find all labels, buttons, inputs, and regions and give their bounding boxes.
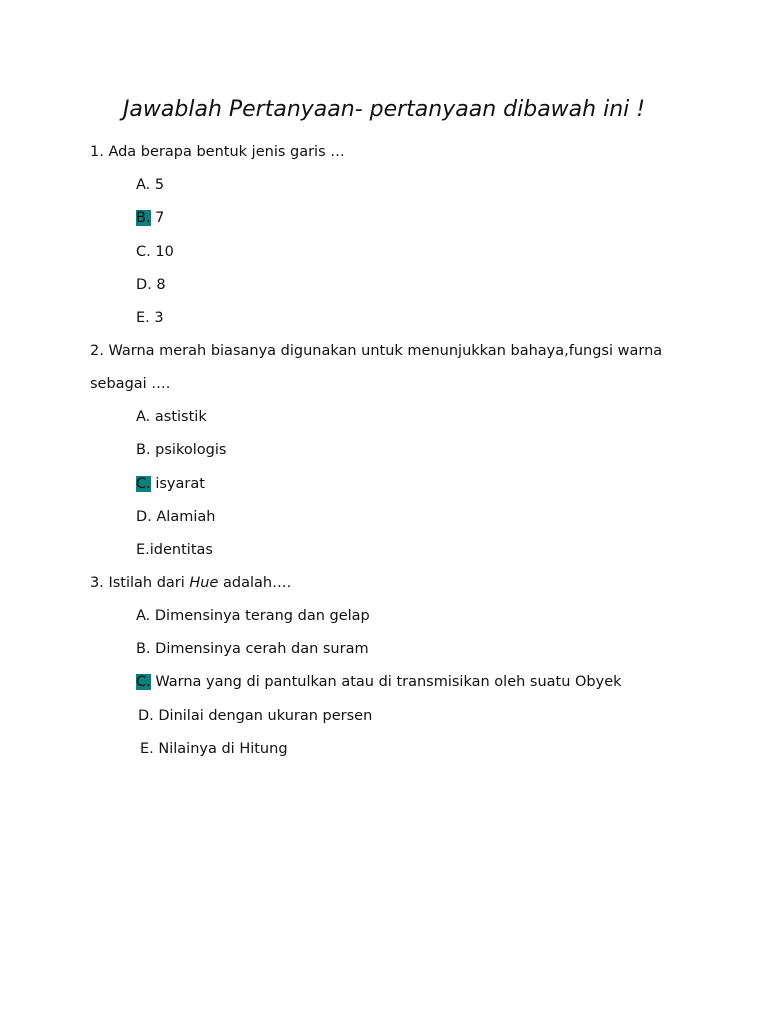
question-1-option-c: [136, 242, 174, 262]
question-2-option-c: [136, 474, 205, 494]
option-text: 3: [149, 310, 164, 326]
option-text: identitas: [149, 542, 213, 558]
question-3-option-b: [136, 639, 369, 659]
question-3-option-c: [136, 672, 622, 692]
option-letter: C.: [136, 244, 151, 260]
question-3-option-d: [138, 706, 372, 726]
option-text: Nilainya di Hitung: [153, 741, 288, 757]
option-text: Dimensinya cerah dan suram: [150, 641, 369, 657]
highlighted-option-letter: C.: [136, 674, 151, 690]
option-letter: A.: [136, 177, 151, 193]
question-text: adalah….: [218, 575, 292, 591]
question-2-line-2: sebagai ….: [90, 376, 171, 392]
question-3-option-a: [136, 606, 370, 626]
question-1-option-a: [136, 175, 164, 195]
question-text: 3. Istilah dari: [90, 575, 190, 591]
question-3: [90, 573, 291, 593]
option-text: Warna yang di pantulkan atau di transmisikan oleh suatu Obyek: [150, 674, 622, 690]
question-2-option-b: [136, 440, 226, 460]
option-letter: A.: [136, 608, 151, 624]
option-text: 10: [150, 244, 174, 260]
option-text: Dimensinya terang dan gelap: [150, 608, 370, 624]
option-letter: D.: [138, 708, 154, 724]
option-letter: B.: [136, 442, 151, 458]
option-letter: B.: [136, 641, 151, 657]
option-text: 8: [151, 277, 166, 293]
option-text: 5: [150, 177, 165, 193]
question-1-option-e: [136, 308, 164, 328]
question-2-option-d: [136, 507, 215, 527]
option-text: 7: [150, 210, 165, 226]
question-2-option-e: [136, 540, 213, 560]
option-text: isyarat: [150, 476, 205, 492]
highlighted-option-letter: C.: [136, 476, 151, 492]
question-3-option-e: [140, 739, 288, 759]
option-letter: D.: [136, 277, 152, 293]
page-title: Jawablah Pertanyaan- pertanyaan dibawah ini !: [122, 97, 646, 122]
question-italic-term: Hue: [189, 575, 219, 591]
question-1-option-d: [136, 275, 166, 295]
option-letter: A.: [136, 409, 151, 425]
option-letter: E.: [136, 542, 150, 558]
option-letter: D.: [136, 509, 152, 525]
highlighted-option-letter: B.: [136, 210, 151, 226]
option-text: astistik: [150, 409, 207, 425]
option-letter: E.: [140, 741, 154, 757]
option-text: Dinilai dengan ukuran persen: [153, 708, 373, 724]
option-text: Alamiah: [151, 509, 216, 525]
question-2-line-1: 2. Warna merah biasanya digunakan untuk menunjukkan bahaya,fungsi warna: [90, 343, 663, 359]
question-1: 1. Ada berapa bentuk jenis garis …: [90, 144, 345, 160]
option-letter: E.: [136, 310, 150, 326]
question-1-option-b: [136, 208, 164, 228]
question-2-option-a: [136, 407, 207, 427]
option-text: psikologis: [150, 442, 227, 458]
